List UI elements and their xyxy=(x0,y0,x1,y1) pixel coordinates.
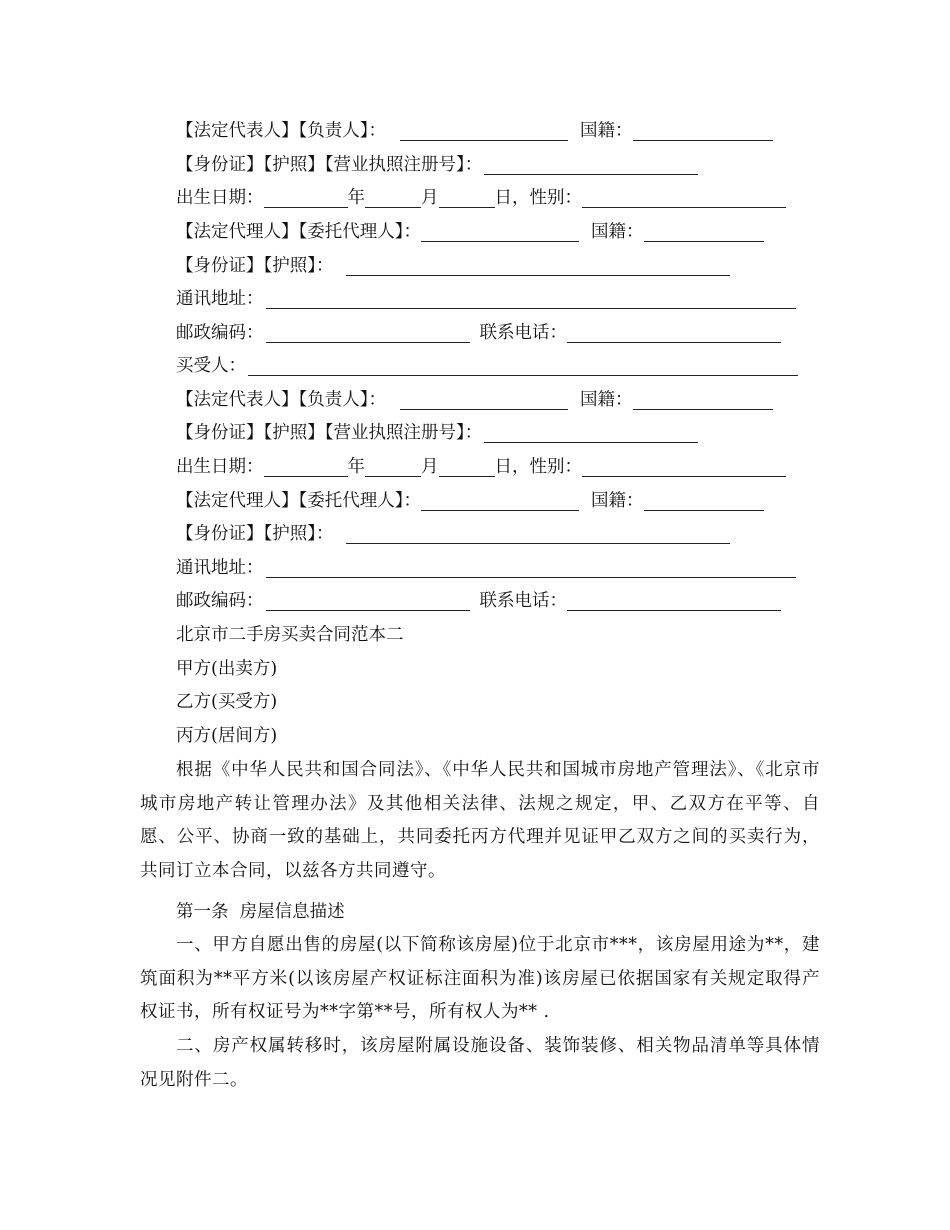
buyer-gender-blank[interactable] xyxy=(582,454,786,477)
buyer-postcode-blank[interactable] xyxy=(266,588,470,611)
buyer-rep-label: 【法定代表人】【负责人】： xyxy=(176,390,386,410)
buyer-birth-month-blank[interactable] xyxy=(365,454,421,477)
seller-address-line xyxy=(176,284,796,314)
buyer-postcode-line xyxy=(176,586,781,616)
seller-rep-line xyxy=(176,116,773,146)
buyer-agent-label: 【法定代理人】【委托代理人】： xyxy=(176,491,421,511)
buyer-year-unit: 年 xyxy=(347,457,365,477)
party-a-text: 甲方(出卖方) xyxy=(176,659,278,679)
seller-year-unit: 年 xyxy=(347,188,365,208)
buyer-phone-label: 联系电话： xyxy=(479,591,567,611)
buyer-phone-blank[interactable] xyxy=(567,588,781,611)
buyer-line xyxy=(176,351,798,381)
seller-nationality-label: 国籍： xyxy=(580,121,633,141)
seller-agent-line xyxy=(176,217,764,247)
buyer-id-blank[interactable] xyxy=(484,420,698,443)
seller-phone-label: 联系电话： xyxy=(479,323,567,343)
buyer-agent-id-line xyxy=(176,519,730,549)
seller-gender-blank[interactable] xyxy=(582,185,786,208)
article1-p2-text: 二、房产权属转移时，该房屋附属设施设备、装饰装修、相关物品清单等具体情况见附件二。 xyxy=(140,1036,820,1090)
buyer-agent-id-blank[interactable] xyxy=(346,521,730,544)
seller-id-label: 【身份证】【护照】【营业执照注册号】： xyxy=(176,155,483,175)
seller-agent-id-label: 【身份证】【护照】： xyxy=(176,256,334,276)
seller-birth-label: 出生日期： xyxy=(176,188,264,208)
buyer-agent-nationality-label: 国籍： xyxy=(591,491,644,511)
preamble-text: 根据《中华人民共和国合同法》、《中华人民共和国城市房地产管理法》、《北京市城市房地产转让管理办法》及其他相关法律、法规之规定，甲、乙双方在平等、自愿、公平、协商一致的基础上，共同委托丙方代理并见证甲乙双方之间的买卖行为，共同订立本合同，以兹各方共同遵守。 xyxy=(140,760,820,881)
contract-title-text: 北京市二手房买卖合同范本二 xyxy=(176,625,404,645)
buyer-agent-id-label: 【身份证】【护照】： xyxy=(176,524,334,544)
seller-birth-line xyxy=(176,183,786,213)
seller-postcode-blank[interactable] xyxy=(266,320,470,343)
buyer-birth-year-blank[interactable] xyxy=(264,454,348,477)
buyer-postcode-label: 邮政编码： xyxy=(176,591,264,611)
party-c xyxy=(176,721,277,751)
seller-address-blank[interactable] xyxy=(266,286,796,309)
buyer-birth-line xyxy=(176,452,786,482)
seller-agent-label: 【法定代理人】【委托代理人】： xyxy=(176,222,421,242)
contract-title xyxy=(176,620,404,650)
article1-title xyxy=(176,897,345,927)
seller-agent-blank[interactable] xyxy=(421,219,579,242)
seller-rep-label: 【法定代表人】【负责人】： xyxy=(176,121,386,141)
buyer-id-line xyxy=(176,418,698,448)
seller-agent-id-line xyxy=(176,251,730,281)
seller-id-blank[interactable] xyxy=(484,152,698,175)
seller-agent-nationality-label: 国籍： xyxy=(591,222,644,242)
seller-phone-blank[interactable] xyxy=(567,320,781,343)
buyer-rep-line xyxy=(176,385,773,415)
buyer-blank[interactable] xyxy=(248,353,798,376)
buyer-address-blank[interactable] xyxy=(266,555,796,578)
seller-birth-day-blank[interactable] xyxy=(439,185,495,208)
buyer-nationality-blank[interactable] xyxy=(633,387,773,410)
seller-postcode-line xyxy=(176,318,781,348)
buyer-birth-day-blank[interactable] xyxy=(439,454,495,477)
seller-birth-year-blank[interactable] xyxy=(264,185,348,208)
buyer-agent-nationality-blank[interactable] xyxy=(644,488,764,511)
seller-month-unit: 月 xyxy=(421,188,439,208)
party-c-text: 丙方(居间方) xyxy=(176,726,278,746)
seller-agent-nationality-blank[interactable] xyxy=(644,219,764,242)
party-a xyxy=(176,654,277,684)
seller-birth-month-blank[interactable] xyxy=(365,185,421,208)
party-b xyxy=(176,687,277,717)
party-b-text: 乙方(买受方) xyxy=(176,692,278,712)
seller-address-label: 通讯地址： xyxy=(176,289,264,309)
seller-postcode-label: 邮政编码： xyxy=(176,323,264,343)
buyer-birth-label: 出生日期： xyxy=(176,457,264,477)
buyer-address-label: 通讯地址： xyxy=(176,558,264,578)
buyer-address-line xyxy=(176,553,796,583)
article1-title-text: 第一条 房屋信息描述 xyxy=(176,902,345,922)
buyer-rep-blank[interactable] xyxy=(400,387,568,410)
seller-nationality-blank[interactable] xyxy=(633,118,773,141)
seller-day-gender-label: 日，性别： xyxy=(494,188,582,208)
buyer-label: 买受人： xyxy=(176,356,246,376)
seller-id-line xyxy=(176,150,698,180)
preamble-paragraph xyxy=(140,754,820,888)
article1-p1-text: 一、甲方自愿出售的房屋(以下简称该房屋)位于北京市***，该房屋用途为**，建筑面积为**平方米(以该房屋产权证标注面积为准)该房屋已依据国家有关规定取得产权证书，所有权证号为**字第**号，所有权人为** . xyxy=(140,935,820,1023)
buyer-id-label: 【身份证】【护照】【营业执照注册号】： xyxy=(176,423,483,443)
buyer-nationality-label: 国籍： xyxy=(580,390,633,410)
buyer-agent-line xyxy=(176,486,764,516)
seller-agent-id-blank[interactable] xyxy=(346,253,730,276)
article1-paragraph2 xyxy=(140,1030,820,1097)
buyer-agent-blank[interactable] xyxy=(421,488,579,511)
buyer-month-unit: 月 xyxy=(421,457,439,477)
article1-paragraph1 xyxy=(140,929,820,1030)
seller-rep-blank[interactable] xyxy=(400,118,568,141)
buyer-day-gender-label: 日，性别： xyxy=(494,457,582,477)
